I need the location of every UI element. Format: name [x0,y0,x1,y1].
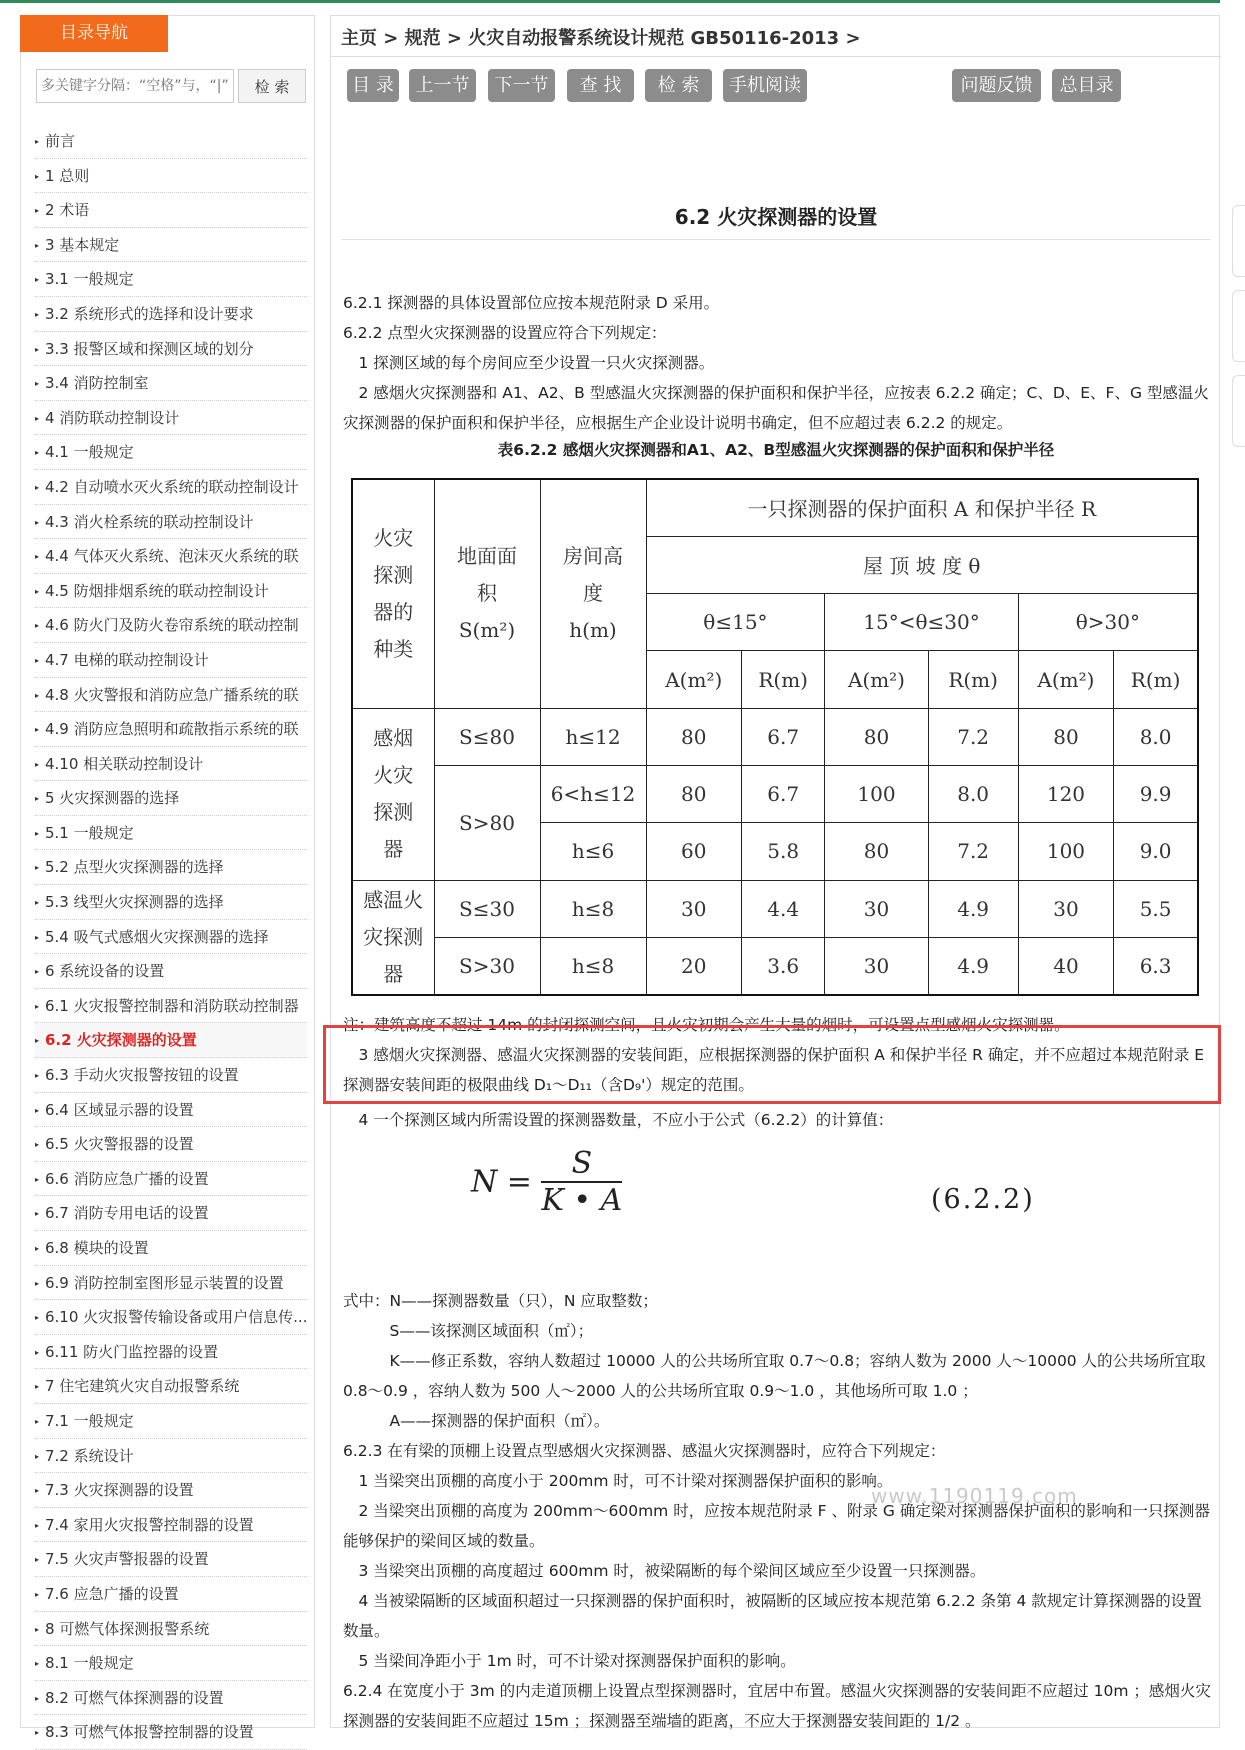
table-cell: 6.7 [742,708,825,765]
sidebar-item[interactable] [35,193,307,228]
caret-right-icon: ▸ [35,1347,40,1357]
th-slope-2: 15°<θ≤30° [825,594,1018,651]
sidebar-item[interactable] [35,1577,307,1612]
section-title: 6.2 火灾探测器的设置 [674,205,878,229]
sidebar-item[interactable] [35,1646,307,1681]
caret-right-icon: ▸ [35,1693,40,1703]
caret-right-icon: ▸ [35,448,40,458]
table-cell: 30 [1018,880,1114,937]
formula-numerator: S [541,1146,622,1183]
caret-right-icon: ▸ [35,1555,40,1565]
para-6-2-4: 6.2.4 在宽度小于 3m 的内走道顶棚上设置点型探测器时，宜居中布置。感温火灾探测器的安装间距不应超过 10m ；感烟火灾探测器的安装间距不应超过 15m ；探测器至端墙的距离，不应大于探测器安装间距的 1/2 。 [343,1682,1211,1730]
main-toc-button[interactable]: 总目录 [1052,69,1121,102]
sidebar-item[interactable] [35,505,307,540]
sidebar-item[interactable] [35,1681,307,1716]
table-row [352,765,1198,822]
table-cell: h≤12 [540,708,646,765]
formula-denominator: K • A [541,1183,623,1218]
table-cell: 6.3 [1114,937,1198,994]
para-6-2-3-5: 5 当梁间净距小于 1m 时，可不计梁对探测器保护面积的影响。 [343,1652,796,1670]
where-a: A——探测器的保护面积（㎡）。 [343,1412,610,1430]
para-6-2-1: 6.2.1 探测器的具体设置部位应按本规范附录 D 采用。 [343,294,720,312]
table-cell: 5.5 [1114,880,1198,937]
cell-heat: 感温火灾探测器 [352,880,434,995]
table-cell: 80 [646,765,742,822]
caret-right-icon: ▸ [35,863,40,873]
sidebar-item-label: 2 术语 [45,201,90,220]
sidebar-item-label: 4.10 相关联动控制设计 [45,754,204,773]
para-6-2-3-3: 3 当梁突出顶棚的高度超过 600mm 时，被梁隔断的每个梁间区域应至少设置一只探测器。 [343,1562,986,1580]
table-cell: 9.9 [1114,765,1198,822]
sidebar-item-label: 5.3 线型火灾探测器的选择 [45,893,224,912]
caret-right-icon: ▸ [35,690,40,700]
caret-right-icon: ▸ [35,1278,40,1288]
sidebar-item-label: 4.2 自动喷水灭火系统的联动控制设计 [45,477,299,496]
para-6-2-3-1: 1 当梁突出顶棚的高度小于 200mm 时，可不计梁对探测器保护面积的影响。 [343,1472,893,1490]
para-6-2-2: 6.2.2 点型火灾探测器的设置应符合下列规定： [343,324,667,342]
sidebar-item[interactable] [35,678,307,713]
sidebar-item[interactable] [35,1612,307,1647]
top-accent-line [0,0,1220,3]
table-cell: 8.0 [928,765,1018,822]
table-cell: 4.4 [742,880,825,937]
caret-right-icon: ▸ [35,621,40,631]
para-6-2-2-3: 3 感烟火灾探测器、感温火灾探测器的安装间距，应根据探测器的保护面积 A 和保护半径 R 确定，并不应超过本规范附录 E 探测器安装间距的极限曲线 D₁～D₁₁（含D₉'）规定的范围。 [343,1046,1205,1094]
caret-right-icon: ▸ [35,898,40,908]
sidebar-item-label: 8.2 可燃气体探测器的设置 [45,1688,224,1707]
sidebar-item-label: 6.2 火灾探测器的设置 [45,1031,197,1050]
caret-right-icon: ▸ [35,725,40,735]
table-cell: 80 [646,708,742,765]
search-button[interactable]: 检 索 [238,69,306,103]
caret-right-icon: ▸ [35,655,40,665]
table-cell: 40 [1018,937,1114,994]
table-cell: S≤30 [434,880,540,937]
table-note: 注：建筑高度不超过 14m 的封闭探测空间，且火灾初期会产生大量的烟时，可设置点型感烟火灾探测器。 [343,1016,1070,1034]
sidebar [20,15,315,1742]
table-row [352,880,1198,937]
sidebar-item-label: 8.1 一般规定 [45,1654,134,1673]
th-detector-type: 火灾探测器的种类 [352,479,434,708]
where-n: 式中：N——探测器数量（只），N 应取整数； [343,1292,658,1310]
sidebar-item[interactable] [35,1473,307,1508]
th-protection: 一只探测器的保护面积 A 和保护半径 R [646,479,1198,536]
side-float-tab[interactable] [1232,375,1245,447]
table-cell: 60 [646,823,742,880]
sidebar-item-label: 4.8 火灾警报和消防应急广播系统的联 [45,685,299,704]
table-cell: 100 [1018,823,1114,880]
sidebar-item[interactable] [35,297,307,332]
caret-right-icon: ▸ [35,1659,40,1669]
table-cell: 5.8 [742,823,825,880]
table-cell: h≤6 [540,823,646,880]
table-cell: 3.6 [742,937,825,994]
sidebar-item-label: 6.11 防火门监控器的设置 [45,1342,219,1361]
th-r3: R(m) [1114,651,1198,708]
sidebar-item[interactable] [35,1023,307,1058]
th-slope-1: θ≤15° [646,594,825,651]
find-button[interactable]: 查 找 [567,69,634,102]
protection-table [351,478,1199,996]
main-content [330,15,1220,1728]
sidebar-item-label: 5.2 点型火灾探测器的选择 [45,858,224,877]
sidebar-item[interactable] [35,1058,307,1093]
sidebar-item[interactable] [35,1369,307,1404]
formula-lhs: N = [471,1164,532,1200]
formula [471,1146,622,1218]
caret-right-icon: ▸ [35,206,40,216]
table-cell: 80 [825,823,928,880]
side-float-tab[interactable] [1232,290,1245,362]
caret-right-icon: ▸ [35,1313,40,1323]
table-cell: 30 [825,937,928,994]
caret-right-icon: ▸ [35,1589,40,1599]
sidebar-item[interactable] [35,885,307,920]
sidebar-item[interactable] [35,781,307,816]
caret-right-icon: ▸ [35,379,40,389]
sidebar-item-label: 8 可燃气体探测报警系统 [45,1619,210,1638]
sidebar-item[interactable] [35,954,307,989]
sidebar-item[interactable] [35,1266,307,1301]
sidebar-item[interactable] [35,850,307,885]
sidebar-item-label: 1 总则 [45,166,90,185]
sidebar-item-label: 7 住宅建筑火灾自动报警系统 [45,1377,240,1396]
sidebar-item-label: 4.3 消火栓系统的联动控制设计 [45,512,254,531]
caret-right-icon: ▸ [35,932,40,942]
sidebar-item[interactable] [35,574,307,609]
sidebar-item-label: 3.2 系统形式的选择和设计要求 [45,304,254,323]
caret-right-icon: ▸ [35,1382,40,1392]
sidebar-item[interactable] [35,608,307,643]
sidebar-item[interactable] [35,1439,307,1474]
caret-right-icon: ▸ [35,1244,40,1253]
sidebar-item-label: 6.6 消防应急广播的设置 [45,1169,209,1188]
th-a2: A(m²) [825,651,928,708]
sidebar-item-label: 7.2 系统设计 [45,1446,134,1465]
sidebar-item[interactable] [35,401,307,436]
sidebar-item-label: 前言 [45,132,76,150]
sidebar-item[interactable] [35,435,307,470]
sidebar-item-label: 6.1 火灾报警控制器和消防联动控制器 [45,996,299,1015]
formula-fraction [541,1146,622,1218]
sidebar-item-label: 3.3 报警区域和探测区域的划分 [45,339,254,358]
breadcrumb: 主页 > 规范 > 火灾自动报警系统设计规范 GB50116-2013 > [341,28,861,49]
table-cell: 6.7 [742,765,825,822]
sidebar-title: 目录导航 [20,15,168,52]
sidebar-item[interactable] [35,539,307,574]
caret-right-icon: ▸ [35,1624,40,1634]
caret-right-icon: ▸ [35,1416,40,1426]
sidebar-item[interactable] [35,1715,307,1750]
sidebar-item[interactable] [35,1508,307,1543]
caret-right-icon: ▸ [35,759,40,769]
th-slope: 屋 顶 坡 度 θ [646,536,1198,593]
sidebar-item[interactable] [35,1127,307,1162]
sidebar-item[interactable] [35,1162,307,1197]
sidebar-item-label: 4.5 防烟排烟系统的联动控制设计 [45,581,269,600]
sidebar-item[interactable] [35,1542,307,1577]
table-cell: S>80 [434,765,540,880]
caret-right-icon: ▸ [35,1728,40,1738]
table-cell: 9.0 [1114,823,1198,880]
table-cell: 100 [825,765,928,822]
table-cell: 4.9 [928,937,1018,994]
mobile-read-button[interactable]: 手机阅读 [723,69,807,102]
table-cell: 80 [1018,708,1114,765]
caret-right-icon: ▸ [35,1071,40,1081]
table-cell: 120 [1018,765,1114,822]
th-r1: R(m) [742,651,825,708]
sidebar-item[interactable] [35,747,307,782]
caret-right-icon: ▸ [35,967,40,977]
table-cell: 80 [825,708,928,765]
sidebar-item-label: 3.4 消防控制室 [45,374,149,393]
th-a3: A(m²) [1018,651,1114,708]
sidebar-item[interactable] [35,332,307,367]
sidebar-item-label: 5.4 吸气式感烟火灾探测器的选择 [45,927,269,946]
sidebar-item-label: 4.4 气体灭火系统、泡沫灭火系统的联 [45,547,299,566]
caret-right-icon: ▸ [35,794,40,804]
caret-right-icon: ▸ [35,275,40,285]
table-cell: 30 [825,880,928,937]
table-cell: 4.9 [928,880,1018,937]
table-cell: 30 [646,880,742,937]
sidebar-item-label: 6.10 火灾报警传输设备或用户信息传... [45,1308,308,1327]
sidebar-item-label: 4.6 防火门及防火卷帘系统的联动控制 [45,616,299,635]
th-floor-area: 地面面积S(m²) [434,479,540,708]
prev-section-button[interactable]: 上一节 [409,69,476,102]
where-k: K——修正系数，容纳人数超过 10000 人的公共场所宜取 0.7～0.8；容纳人数为 2000 人～10000 人的公共场所宜取 0.8～0.9 ，容纳人数为 500 人～2000 人的公共场所宜取 0.9～1.0 ，其他场所可取 1.0 ； [343,1352,1206,1400]
sidebar-item-label: 6.7 消防专用电话的设置 [45,1204,209,1223]
next-section-button[interactable]: 下一节 [488,69,555,102]
para-6-2-3-2: 2 当梁突出顶棚的高度为 200mm～600mm 时，应按本规范附录 F 、附录 G 确定梁对探测器保护面积的影响和一只探测器能够保护的梁间区域的数量。 [343,1502,1210,1550]
sidebar-item[interactable] [35,262,307,297]
sidebar-item-label: 7.6 应急广播的设置 [45,1584,179,1603]
toc-list [35,124,307,1750]
table-cell: 6<h≤12 [540,765,646,822]
sidebar-item[interactable] [35,1404,307,1439]
toc-button[interactable]: 目 录 [347,69,399,102]
sidebar-item-label: 3.1 一般规定 [45,270,134,289]
table-row [352,708,1198,765]
where-s: S——该探测区域面积（㎡）； [343,1322,594,1340]
caret-right-icon: ▸ [35,1140,40,1150]
para-6-2-3: 6.2.3 在有梁的顶棚上设置点型感烟火灾探测器、感温火灾探测器时，应符合下列规定： [343,1442,946,1460]
sidebar-item[interactable] [35,989,307,1024]
sidebar-item[interactable] [35,159,307,194]
watermark: www.1190119.com [871,1484,1078,1508]
caret-right-icon: ▸ [35,586,40,596]
sidebar-item-label: 7.5 火灾声警报器的设置 [45,1550,209,1569]
caret-right-icon: ▸ [35,1036,40,1046]
sidebar-item[interactable] [35,1093,307,1128]
cell-smoke: 感烟火灾探测器 [352,708,434,880]
sidebar-item-label: 6.4 区域显示器的设置 [45,1100,194,1119]
caret-right-icon: ▸ [35,828,40,838]
caret-right-icon: ▸ [35,309,40,319]
table-cell: S>30 [434,937,540,994]
feedback-button[interactable]: 问题反馈 [952,69,1041,102]
sidebar-item-label: 7.3 火灾探测器的设置 [45,1481,194,1500]
table-cell: 8.0 [1114,708,1198,765]
caret-right-icon: ▸ [35,1174,40,1184]
caret-right-icon: ▸ [35,171,40,181]
para-6-2-2-4: 4 一个探测区域内所需设置的探测器数量，不应小于公式（6.2.2）的计算值： [343,1111,894,1129]
sidebar-item-label: 4.9 消防应急照明和疏散指示系统的联 [45,720,299,739]
th-room-height: 房间高度h(m) [540,479,646,708]
table-cell: S≤80 [434,708,540,765]
th-slope-3: θ>30° [1018,594,1198,651]
sidebar-item[interactable] [35,816,307,851]
sidebar-item-label: 6.9 消防控制室图形显示装置的设置 [45,1273,284,1292]
formula-number: (6.2.2) [931,1184,1035,1215]
title-divider [341,239,1211,240]
table-cell: 7.2 [928,823,1018,880]
sidebar-item[interactable] [35,470,307,505]
sidebar-item-label: 4.7 电梯的联动控制设计 [45,650,209,669]
table-cell: h≤8 [540,937,646,994]
breadcrumb-divider [331,56,1221,57]
sidebar-item-label: 8.3 可燃气体报警控制器的设置 [45,1723,254,1742]
table-cell: h≤8 [540,880,646,937]
caret-right-icon: ▸ [35,413,40,423]
caret-right-icon: ▸ [35,1486,40,1496]
para-6-2-3-4: 4 当被梁隔断的区域面积超过一只探测器的保护面积时，被隔断的区域应按本规范第 6.2.2 条第 4 款规定计算探测器的设置数量。 [343,1592,1202,1640]
caret-right-icon: ▸ [35,482,40,492]
caret-right-icon: ▸ [35,1520,40,1530]
sidebar-item-label: 6 系统设备的设置 [45,962,165,981]
sidebar-item-label: 6.8 模块的设置 [45,1239,149,1257]
sidebar-item-label: 6.3 手动火灾报警按钮的设置 [45,1066,239,1085]
sidebar-item-label: 4 消防联动控制设计 [45,408,180,427]
caret-right-icon: ▸ [35,1105,40,1115]
sidebar-item[interactable] [35,1231,307,1266]
sidebar-item[interactable] [35,1335,307,1370]
side-float-tab[interactable] [1232,205,1245,277]
sidebar-item[interactable] [35,228,307,263]
sidebar-item[interactable] [35,920,307,955]
th-a1: A(m²) [646,651,742,708]
caret-right-icon: ▸ [35,1001,40,1011]
caret-right-icon: ▸ [35,1451,40,1461]
caret-right-icon: ▸ [35,344,40,354]
table-cell: 20 [646,937,742,994]
table-row [352,937,1198,994]
sidebar-item[interactable] [35,712,307,747]
sidebar-item-label: 6.5 火灾警报器的设置 [45,1135,194,1154]
sidebar-item[interactable] [35,1196,307,1231]
search-section-button[interactable]: 检 索 [645,69,712,102]
th-r2: R(m) [928,651,1018,708]
sidebar-search [36,69,306,103]
sidebar-item-label: 4.1 一般规定 [45,443,134,462]
sidebar-item[interactable] [35,366,307,401]
para-6-2-2-1: 1 探测区域的每个房间应至少设置一只火灾探测器。 [343,354,715,372]
sidebar-item-label: 5.1 一般规定 [45,823,134,842]
table-caption: 表6.2.2 感烟火灾探测器和A1、A2、B型感温火灾探测器的保护面积和保护半径 [497,441,1055,459]
sidebar-item[interactable] [35,643,307,678]
table-cell: 7.2 [928,708,1018,765]
sidebar-item-label: 7.1 一般规定 [45,1411,134,1430]
sidebar-item-label: 3 基本规定 [45,235,120,254]
caret-right-icon: ▸ [35,137,40,146]
sidebar-item[interactable] [35,1300,307,1335]
search-input[interactable] [36,69,234,103]
para-6-2-2-2: 2 感烟火灾探测器和 A1、A2、B 型感温火灾探测器的保护面积和保护半径，应按表 6.2.2 确定；C、D、E、F、G 型感温火灾探测器的保护面积和保护半径，应根据生产企业设计说明书确定，但不应超过表 6.2.2 的规定。 [343,384,1209,432]
sidebar-item[interactable] [35,124,307,159]
caret-right-icon: ▸ [35,1209,40,1219]
sidebar-item-label: 7.4 家用火灾报警控制器的设置 [45,1515,254,1534]
sidebar-item-label: 5 火灾探测器的选择 [45,789,180,808]
caret-right-icon: ▸ [35,517,40,527]
caret-right-icon: ▸ [35,552,40,562]
caret-right-icon: ▸ [35,240,40,250]
